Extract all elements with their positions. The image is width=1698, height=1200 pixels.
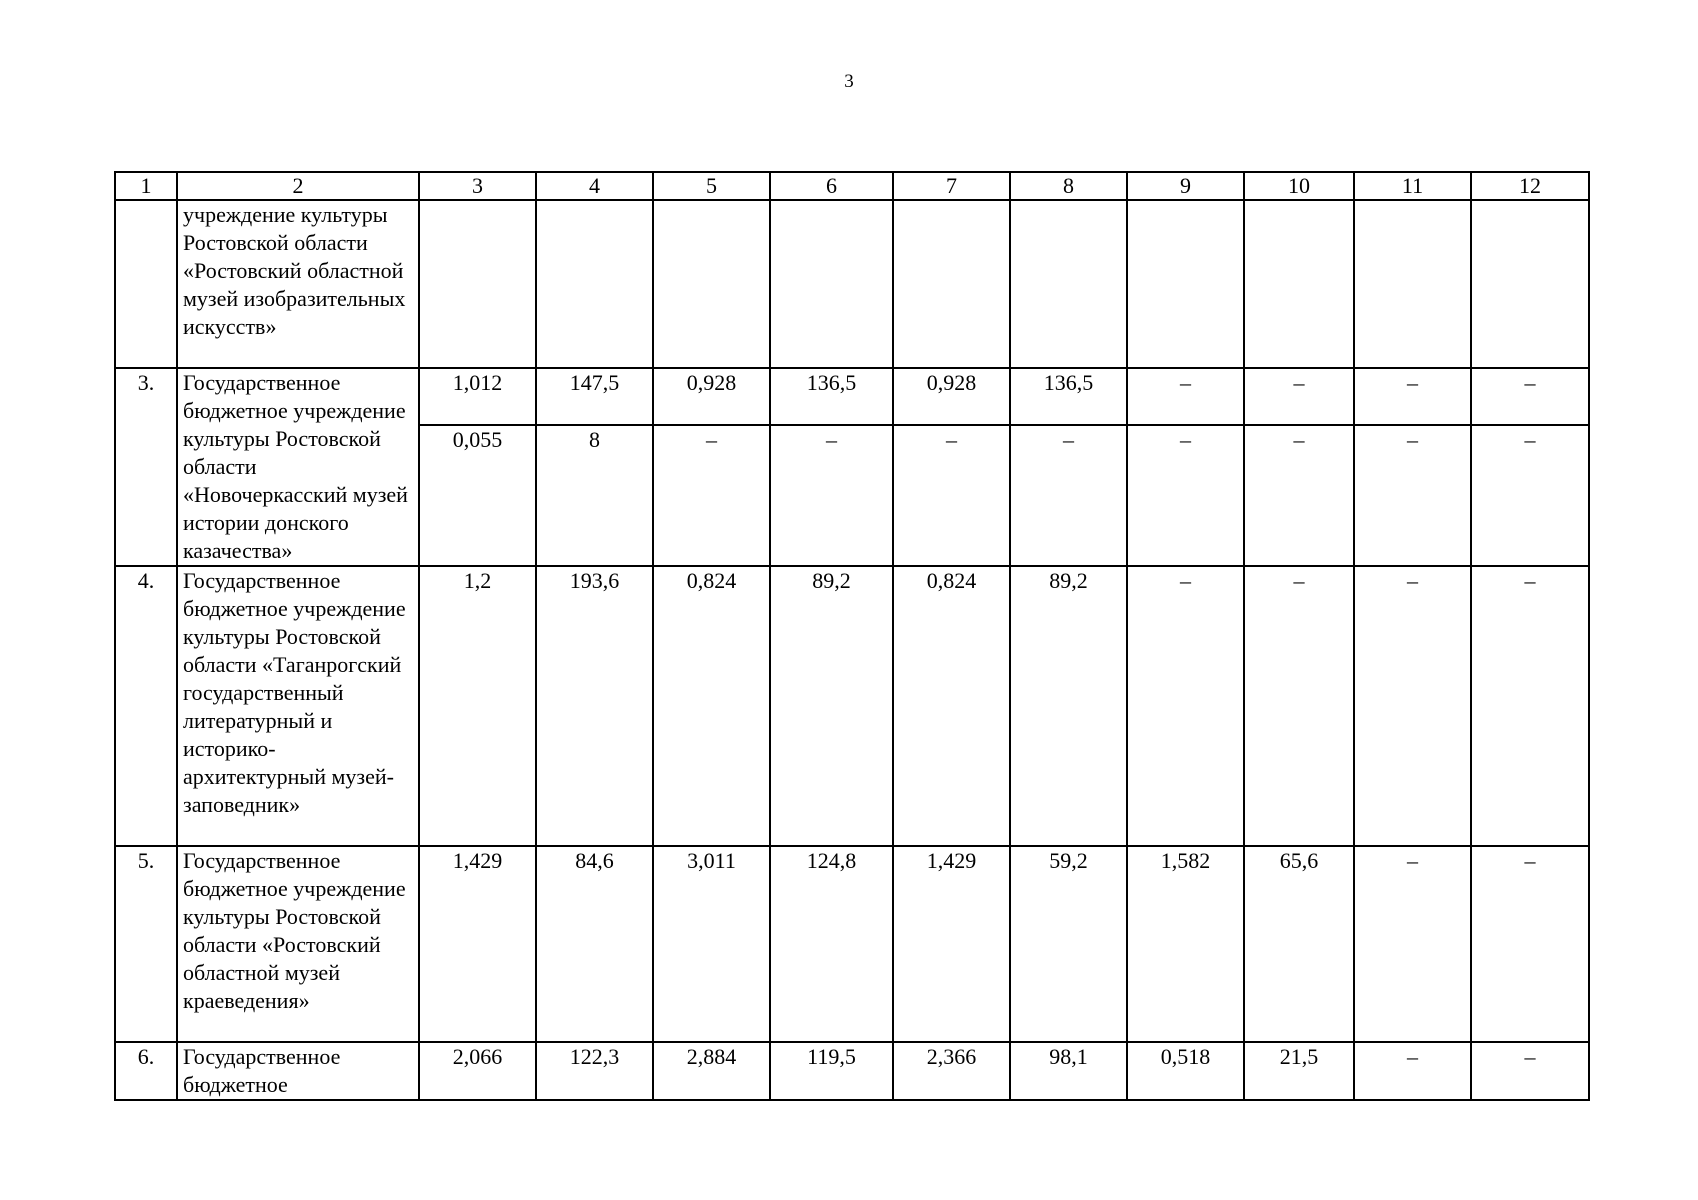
table-cell: 84,6 bbox=[536, 846, 653, 1042]
column-header: 10 bbox=[1244, 172, 1354, 200]
column-header: 11 bbox=[1354, 172, 1471, 200]
table-cell: – bbox=[1127, 368, 1244, 425]
table-cell: – bbox=[770, 425, 893, 566]
table-cell: 119,5 bbox=[770, 1042, 893, 1100]
table-cell: 59,2 bbox=[1010, 846, 1127, 1042]
table-cell: 136,5 bbox=[1010, 368, 1127, 425]
table-cell: – bbox=[653, 425, 770, 566]
column-header: 7 bbox=[893, 172, 1010, 200]
table-cell: 2,366 bbox=[893, 1042, 1010, 1100]
column-header: 9 bbox=[1127, 172, 1244, 200]
institution-name: Государственное бюджетное bbox=[177, 1042, 419, 1100]
table-cell: 136,5 bbox=[770, 368, 893, 425]
institution-name: учреждение культуры Ростовской области «Ростовский областной музей изобразительных искусств» bbox=[177, 200, 419, 368]
column-header: 2 bbox=[177, 172, 419, 200]
table-cell: – bbox=[1354, 425, 1471, 566]
column-header: 6 bbox=[770, 172, 893, 200]
table-cell: – bbox=[1471, 846, 1589, 1042]
column-header: 1 bbox=[115, 172, 177, 200]
institution-name: Государственное бюджетное учреждение культуры Ростовской области «Ростовский областной музей краеведения» bbox=[177, 846, 419, 1042]
data-table bbox=[114, 171, 1590, 1101]
table-cell: 147,5 bbox=[536, 368, 653, 425]
table-cell: – bbox=[1244, 566, 1354, 846]
table-cell: 0,824 bbox=[893, 566, 1010, 846]
table-cell: – bbox=[1354, 846, 1471, 1042]
table-cell: – bbox=[1010, 425, 1127, 566]
table-cell: – bbox=[1471, 1042, 1589, 1100]
institution-name: Государственное бюджетное учреждение культуры Ростовской области «Новочеркасский музей истории донского казачества» bbox=[177, 368, 419, 566]
column-header: 8 bbox=[1010, 172, 1127, 200]
table-cell: 193,6 bbox=[536, 566, 653, 846]
column-header: 3 bbox=[419, 172, 536, 200]
table-cell: 124,8 bbox=[770, 846, 893, 1042]
table-cell bbox=[770, 200, 893, 368]
table-cell: 1,582 bbox=[1127, 846, 1244, 1042]
table-header-row bbox=[115, 172, 1589, 200]
table-row bbox=[115, 1042, 1589, 1100]
table-cell bbox=[1471, 200, 1589, 368]
table-cell: – bbox=[1471, 368, 1589, 425]
table-cell bbox=[1127, 200, 1244, 368]
table-cell: 89,2 bbox=[770, 566, 893, 846]
table-cell: – bbox=[1354, 566, 1471, 846]
table-row bbox=[115, 200, 1589, 368]
table-cell: 1,012 bbox=[419, 368, 536, 425]
table-cell: 0,824 bbox=[653, 566, 770, 846]
table-cell bbox=[1354, 200, 1471, 368]
table-cell: – bbox=[1244, 425, 1354, 566]
table-cell: – bbox=[1354, 1042, 1471, 1100]
table-cell bbox=[1244, 200, 1354, 368]
table-cell: 0,518 bbox=[1127, 1042, 1244, 1100]
institution-name: Государственное бюджетное учреждение культуры Ростовской области «Таганрогский государственный литературный и историко-архитектурный музей-заповедник» bbox=[177, 566, 419, 846]
table-cell: 2,066 bbox=[419, 1042, 536, 1100]
table-cell: 122,3 bbox=[536, 1042, 653, 1100]
table-cell bbox=[893, 200, 1010, 368]
table-cell: 21,5 bbox=[1244, 1042, 1354, 1100]
row-number: 6. bbox=[115, 1042, 177, 1100]
column-header: 5 bbox=[653, 172, 770, 200]
table-cell: 8 bbox=[536, 425, 653, 566]
table-cell: – bbox=[1244, 368, 1354, 425]
row-number bbox=[115, 200, 177, 368]
table-cell: – bbox=[1354, 368, 1471, 425]
table-row bbox=[115, 846, 1589, 1042]
table-cell: 1,429 bbox=[893, 846, 1010, 1042]
table-cell: – bbox=[1471, 566, 1589, 846]
table-cell: – bbox=[1471, 425, 1589, 566]
table-cell bbox=[536, 200, 653, 368]
table-cell: 1,2 bbox=[419, 566, 536, 846]
table-cell: – bbox=[893, 425, 1010, 566]
table-cell: – bbox=[1127, 566, 1244, 846]
table-cell: – bbox=[1127, 425, 1244, 566]
table-cell: 0,928 bbox=[893, 368, 1010, 425]
table-cell bbox=[653, 200, 770, 368]
column-header: 12 bbox=[1471, 172, 1589, 200]
table-row bbox=[115, 368, 1589, 425]
row-number: 4. bbox=[115, 566, 177, 846]
table-cell bbox=[1010, 200, 1127, 368]
table-cell: 0,055 bbox=[419, 425, 536, 566]
table-cell: 98,1 bbox=[1010, 1042, 1127, 1100]
row-number: 5. bbox=[115, 846, 177, 1042]
row-number: 3. bbox=[115, 368, 177, 566]
table-cell: 3,011 bbox=[653, 846, 770, 1042]
table-cell: 89,2 bbox=[1010, 566, 1127, 846]
table-cell: 0,928 bbox=[653, 368, 770, 425]
table-cell: 2,884 bbox=[653, 1042, 770, 1100]
table-cell: 1,429 bbox=[419, 846, 536, 1042]
table-cell bbox=[419, 200, 536, 368]
table-cell: 65,6 bbox=[1244, 846, 1354, 1042]
column-header: 4 bbox=[536, 172, 653, 200]
table-row bbox=[115, 566, 1589, 846]
page-number: 3 bbox=[844, 71, 854, 92]
